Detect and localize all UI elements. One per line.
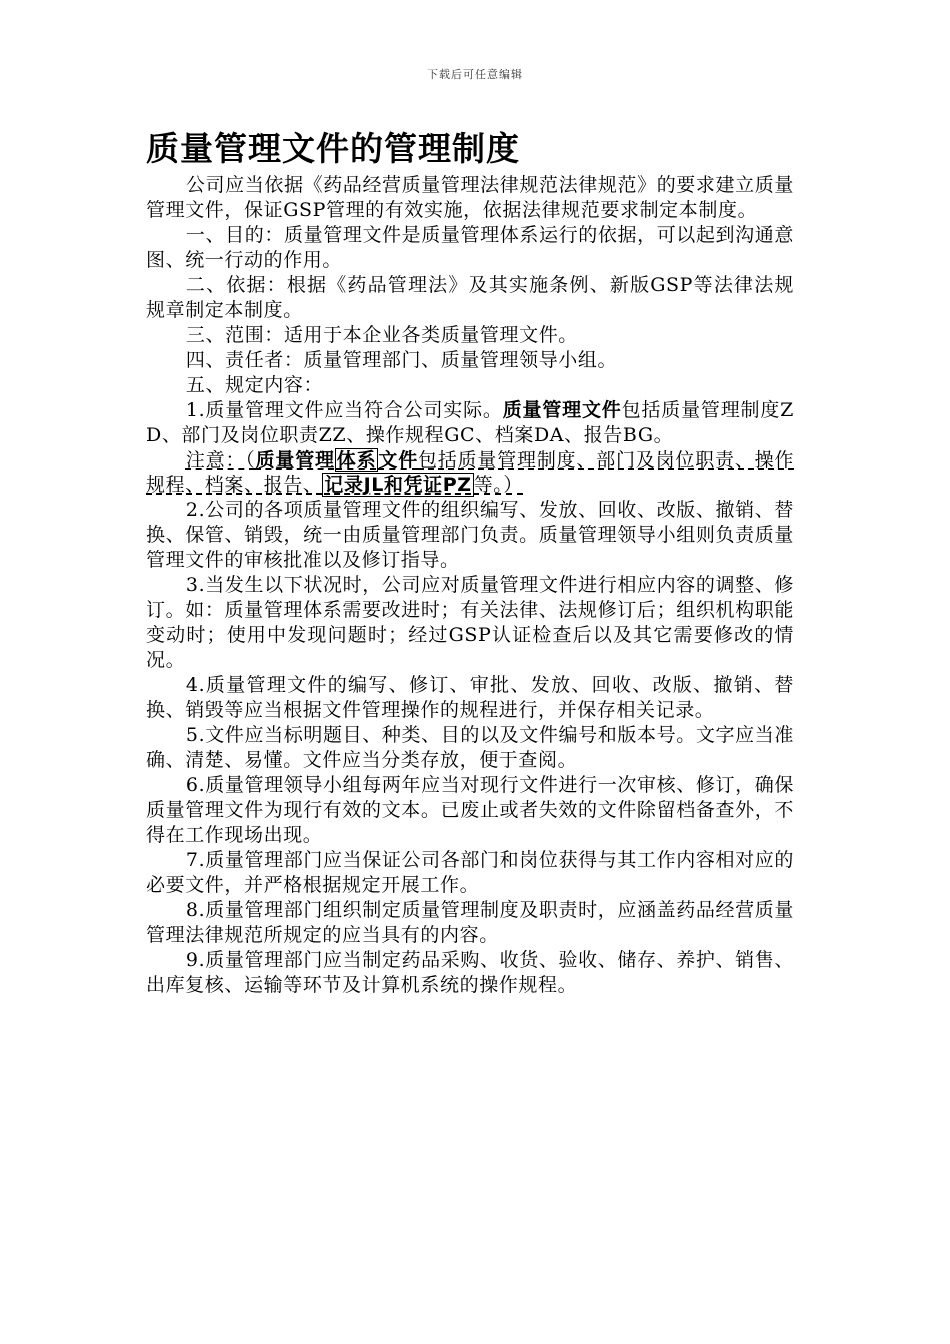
header-note: 下载后可任意编辑: [427, 68, 523, 81]
note-middle: 包括质量管理制度、部门及岗位职责、操作规程、档案、报告、: [146, 449, 795, 496]
content-heading: 五、规定内容：: [185, 374, 324, 396]
item-1-paragraph: [146, 398, 794, 448]
document-body: [146, 173, 794, 998]
note-bold-a: 质量管理: [255, 449, 335, 471]
note-bold-b: 文件: [378, 449, 419, 471]
responsible-paragraph: 四、责任者：质量管理部门、质量管理领导小组。: [185, 349, 618, 371]
item-9-paragraph: 9.质量管理部门应当制定药品采购、收货、验收、储存、养护、销售、出库复核、运输等环节及计算机系统的操作规程。: [146, 949, 794, 996]
item-7-paragraph: 7.质量管理部门应当保证公司各部门和岗位获得与其工作内容相对应的必要文件，并严格根据规定开展工作。: [146, 849, 794, 896]
note-boxed-term: 记录JL和凭证PZ: [324, 474, 472, 496]
note-bold-box: 体系: [336, 449, 377, 471]
intro-paragraph: 公司应当依据《药品经营质量管理法律规范法律规范》的要求建立质量管理文件，保证GSP管理的有效实施，依据法律规范要求制定本制度。: [146, 174, 794, 221]
note-suffix: 等。）: [473, 474, 523, 496]
item-8-paragraph: 8.质量管理部门组织制定质量管理制度及职责时，应涵盖药品经营质量管理法律规范所规定的应当具有的内容。: [146, 899, 794, 946]
item-1-bold-term: 质量管理文件: [502, 399, 622, 421]
item-5-paragraph: 5.文件应当标明题目、种类、目的以及文件编号和版本号。文字应当准确、清楚、易懂。文件应当分类存放，便于查阅。: [146, 724, 794, 771]
note-prefix: 注意：（: [185, 449, 256, 471]
item-6-paragraph: 6.质量管理领导小组每两年应当对现行文件进行一次审核、修订，确保质量管理文件为现行有效的文本。已废止或者失效的文件除留档备查外，不得在工作现场出现。: [146, 774, 794, 846]
item-1-text: 1.质量管理文件应当符合公司实际。: [185, 399, 503, 421]
document-title: 质量管理文件的管理制度: [146, 129, 520, 168]
item-3-paragraph: 3.当发生以下状况时，公司应对质量管理文件进行相应内容的调整、修订。如：质量管理体系需要改进时；有关法律、法规修订后；组织机构职能变动时；使用中发现问题时；经过GSP认证检查后以及其它需要修改的情况。: [146, 574, 794, 671]
item-2-paragraph: 2.公司的各项质量管理文件的组织编写、发放、回收、改版、撤销、替换、保管、销毁，统一由质量管理部门负责。质量管理领导小组则负责质量管理文件的审核批准以及修订指导。: [146, 499, 794, 571]
purpose-paragraph: 一、目的：质量管理文件是质量管理体系运行的依据，可以起到沟通意图、统一行动的作用。: [146, 224, 794, 271]
item-1-text-rest: 包括质量管理制度ZD、部门及岗位职责ZZ、操作规程GC、档案DA、报告BG。: [146, 399, 794, 446]
note-paragraph: [146, 448, 794, 498]
basis-paragraph: 二、依据：根据《药品管理法》及其实施条例、新版GSP等法律法规规章制定本制度。: [146, 274, 794, 321]
scope-paragraph: 三、范围：适用于本企业各类质量管理文件。: [185, 324, 578, 346]
item-4-paragraph: 4.质量管理文件的编写、修订、审批、发放、回收、改版、撤销、替换、销毁等应当根据文件管理操作的规程进行，并保存相关记录。: [146, 674, 794, 721]
